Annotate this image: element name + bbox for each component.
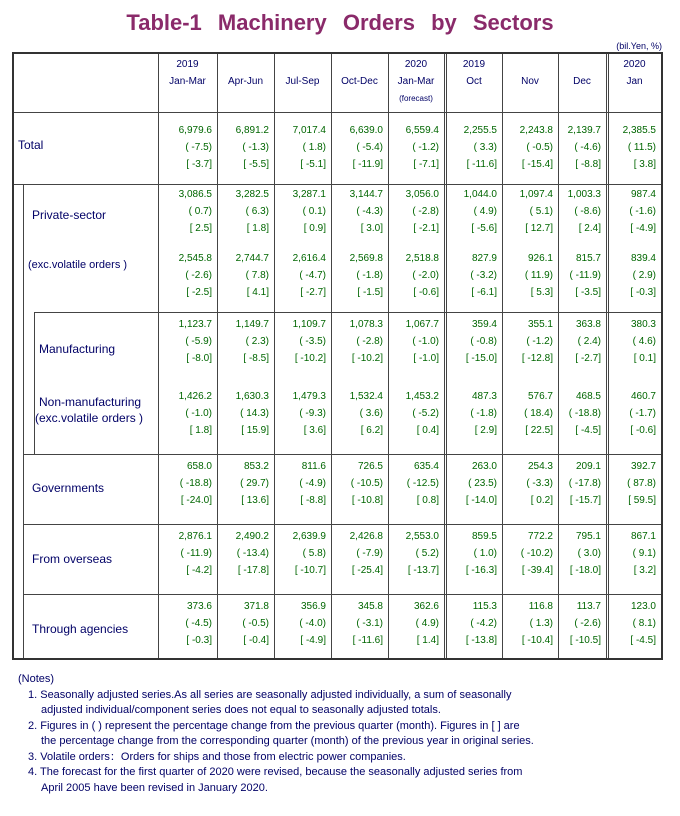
change-yoy-cell: [ 59.5] [628,495,656,506]
value-cell: 356.9 [300,601,326,612]
value-cell: 635.4 [413,461,439,472]
change-yoy-cell: [ -10.8] [351,495,383,506]
column-year: 2020 [404,59,428,70]
change-prev-cell: ( -1.6) [629,206,656,217]
change-prev-cell: ( -8.6) [574,206,601,217]
value-cell: 2,876.1 [178,531,212,542]
change-yoy-cell: [ -15.0] [465,353,497,364]
change-prev-cell: ( 4.9) [473,206,497,217]
change-yoy-cell: [ -8.8] [300,495,326,506]
value-cell: 345.8 [357,601,383,612]
change-yoy-cell: [ 2.4] [578,223,601,234]
change-yoy-cell: [ -24.0] [180,495,212,506]
row-divider-governments [24,454,661,455]
change-yoy-cell: [ 3.0] [360,223,383,234]
change-yoy-cell: [ -6.1] [471,287,497,298]
change-prev-cell: ( -1.2) [412,142,439,153]
change-prev-cell: ( 2.4) [577,336,601,347]
change-prev-cell: ( 6.3) [245,206,269,217]
change-prev-cell: ( 3.0) [577,548,601,559]
value-cell: 3,282.5 [235,189,269,200]
column-period: Nov [521,76,539,87]
change-prev-cell: ( 1.8) [302,142,326,153]
change-yoy-cell: [ 3.8] [633,159,656,170]
value-cell: 1,078.3 [349,319,383,330]
change-yoy-cell: [ 6.2] [360,425,383,436]
value-cell: 7,017.4 [292,125,326,136]
value-cell: 6,559.4 [405,125,439,136]
value-cell: 2,569.8 [349,253,383,264]
value-cell: 1,630.3 [235,391,269,402]
value-cell: 2,490.2 [235,531,269,542]
value-cell: 363.8 [575,319,601,330]
change-prev-cell: ( 18.4) [524,408,553,419]
change-prev-cell: ( 7.8) [245,270,269,281]
change-yoy-cell: [ 13.6] [241,495,269,506]
value-cell: 392.7 [630,461,656,472]
change-prev-cell: ( -4.5) [185,618,212,629]
change-prev-cell: ( -3.2) [470,270,497,281]
change-yoy-cell: [ -17.8] [237,565,269,576]
change-prev-cell: ( -1.8) [470,408,497,419]
value-cell: 827.9 [471,253,497,264]
change-yoy-cell: [ -14.0] [465,495,497,506]
value-cell: 359.4 [471,319,497,330]
value-cell: 123.0 [630,601,656,612]
column-period: Oct-Dec [341,76,378,87]
value-cell: 373.6 [186,601,212,612]
value-cell: 3,144.7 [349,189,383,200]
change-yoy-cell: [ -11.6] [466,159,497,170]
change-yoy-cell: [ -11.9] [352,159,383,170]
column-year: 2020 [623,59,646,70]
value-cell: 2,243.8 [519,125,553,136]
change-prev-cell: ( -1.0) [185,408,212,419]
change-prev-cell: ( 4.6) [632,336,656,347]
change-yoy-cell: [ -8.0] [186,353,212,364]
column-year: 2019 [462,59,486,70]
change-prev-cell: ( -1.8) [356,270,383,281]
change-prev-cell: ( -0.5) [526,142,553,153]
change-yoy-cell: [ -10.2] [351,353,383,364]
change-yoy-cell: [ -4.5] [630,635,656,646]
change-yoy-cell: [ -12.8] [521,353,553,364]
indent-line-1 [23,184,24,658]
change-prev-cell: ( 2.9) [632,270,656,281]
value-cell: 116.8 [528,601,553,612]
change-prev-cell: ( 29.7) [240,478,269,489]
change-yoy-cell: [ -2.5] [186,287,212,298]
change-yoy-cell: [ -10.7] [294,565,326,576]
row-label: Non-manufacturing [39,395,142,409]
change-yoy-cell: [ -3.7] [186,159,212,170]
value-cell: 115.3 [472,601,497,612]
change-yoy-cell: [ -16.3] [465,565,497,576]
change-yoy-cell: [ 1.8] [189,425,212,436]
column-period: Jan-Mar [397,76,435,87]
row-label: Private-sector [32,208,107,222]
value-cell: 726.5 [357,461,383,472]
change-yoy-cell: [ -7.1] [413,159,439,170]
change-yoy-cell: [ -2.7] [300,287,326,298]
row-label: From overseas [32,552,113,566]
change-prev-cell: ( 23.5) [468,478,497,489]
change-yoy-cell: [ -5.5] [243,159,269,170]
unit-label: (bil.Yen, %) [616,41,662,51]
change-yoy-cell: [ -10.4] [521,635,553,646]
change-yoy-cell: [ -0.6] [413,287,439,298]
indent-line-2 [34,312,35,454]
value-cell: 795.1 [575,531,601,542]
change-prev-cell: ( -3.5) [299,336,326,347]
value-cell: 2,255.5 [463,125,497,136]
change-yoy-cell: [ -2.1] [413,223,439,234]
change-prev-cell: ( 2.3) [245,336,269,347]
change-yoy-cell: [ -8.5] [243,353,269,364]
change-prev-cell: ( 4.9) [415,618,439,629]
change-prev-cell: ( -11.9) [569,270,601,281]
change-yoy-cell: [ -4.9] [300,635,326,646]
row-label: Governments [32,481,105,495]
note-4-line-1: 4. The forecast for the first quarter of 2020 were revised, because the seasonally adjusted series from [28,766,523,778]
change-prev-cell: ( -2.8) [412,206,439,217]
orders-table [12,52,663,660]
column-period: Dec [573,76,591,87]
change-yoy-cell: [ -1.0] [413,353,439,364]
change-yoy-cell: [ 0.1] [633,353,656,364]
change-yoy-cell: [ -15.4] [521,159,553,170]
value-cell: 362.6 [413,601,439,612]
change-prev-cell: ( -3.3) [526,478,553,489]
change-yoy-cell: [ -18.0] [569,565,601,576]
change-yoy-cell: [ 0.8] [416,495,439,506]
change-yoy-cell: [ -0.3] [186,635,212,646]
change-prev-cell: ( 11.9) [524,270,553,281]
note-1-line-2: adjusted individual/component series does not equal to seasonally adjusted totals. [41,704,441,716]
change-yoy-cell: [ 2.9] [474,425,497,436]
value-cell: 6,979.6 [178,125,212,136]
note-3: 3. Volatile orders：Orders for ships and those from electric power companies. [28,750,406,763]
change-prev-cell: ( -4.9) [299,478,326,489]
change-yoy-cell: [ 4.1] [246,287,269,298]
change-prev-cell: ( -9.3) [299,408,326,419]
change-yoy-cell: [ 1.4] [416,635,439,646]
change-prev-cell: ( 9.1) [632,548,656,559]
value-cell: 1,532.4 [349,391,383,402]
change-prev-cell: ( -4.7) [299,270,326,281]
change-yoy-cell: [ -4.5] [575,425,601,436]
change-yoy-cell: [ 15.9] [241,425,269,436]
value-cell: 380.3 [630,319,656,330]
change-prev-cell: ( -2.8) [356,336,383,347]
change-prev-cell: ( -10.5) [350,478,383,489]
value-cell: 2,616.4 [292,253,326,264]
value-cell: 1,097.4 [519,189,553,200]
value-cell: 987.4 [630,189,656,200]
row-divider-overseas [24,524,661,525]
change-yoy-cell: [ -10.5] [569,635,601,646]
change-yoy-cell: [ -0.3] [630,287,656,298]
value-cell: 867.1 [630,531,656,542]
change-prev-cell: ( -4.2) [470,618,497,629]
row-label-sub: (exc.volatile orders ) [35,411,144,425]
change-yoy-cell: [ 0.4] [416,425,439,436]
note-2-line-2: the percentage change from the corresponding quarter (month) of the previous year in original series. [41,735,534,747]
change-yoy-cell: [ 0.2] [530,495,553,506]
change-yoy-cell: [ -0.6] [630,425,656,436]
change-prev-cell: ( 3.3) [473,142,497,153]
value-cell: 2,426.8 [349,531,383,542]
change-yoy-cell: [ -10.2] [294,353,326,364]
change-yoy-cell: [ -13.7] [407,565,439,576]
change-prev-cell: ( -4.0) [299,618,326,629]
change-prev-cell: ( -7.5) [185,142,212,153]
change-prev-cell: ( 3.6) [359,408,383,419]
value-cell: 1,109.7 [292,319,326,330]
value-cell: 815.7 [575,253,601,264]
value-cell: 2,139.7 [567,125,601,136]
column-period: Jan-Mar [169,76,206,87]
value-cell: 113.7 [576,601,601,612]
change-prev-cell: ( -5.2) [412,408,439,419]
change-prev-cell: ( -12.5) [406,478,439,489]
row-divider-manufacturing [34,312,661,313]
value-cell: 371.8 [243,601,269,612]
change-yoy-cell: [ -15.7] [569,495,601,506]
change-prev-cell: ( 5.1) [529,206,553,217]
change-yoy-cell: [ 2.5] [189,223,212,234]
value-cell: 6,639.0 [349,125,383,136]
change-prev-cell: ( -18.8) [568,408,601,419]
change-yoy-cell: [ 22.5] [525,425,553,436]
change-prev-cell: ( -17.8) [568,478,601,489]
change-prev-cell: ( -5.4) [356,142,383,153]
value-cell: 1,149.7 [235,319,269,330]
column-note: (forecast) [399,94,433,103]
change-prev-cell: ( 1.3) [529,618,553,629]
change-yoy-cell: [ -4.2] [186,565,212,576]
change-yoy-cell: [ 1.8] [246,223,269,234]
notes-heading: (Notes) [18,673,55,685]
value-cell: 254.3 [527,461,553,472]
column-year: 2019 [176,59,199,70]
change-yoy-cell: [ -13.8] [465,635,497,646]
row-label: (exc.volatile orders ) [28,259,128,271]
value-cell: 853.2 [243,461,269,472]
change-prev-cell: ( -5.9) [185,336,212,347]
value-cell: 3,056.0 [405,189,439,200]
change-yoy-cell: [ -8.8] [575,159,601,170]
change-yoy-cell: [ 0.9] [303,223,326,234]
row-label: Total [18,138,44,152]
change-prev-cell: ( -18.8) [179,478,212,489]
row-divider-agencies [24,594,661,595]
change-prev-cell: ( 5.2) [415,548,439,559]
value-cell: 468.5 [575,391,601,402]
change-prev-cell: ( 0.7) [188,206,212,217]
change-prev-cell: ( 11.5) [627,142,656,153]
value-cell: 263.0 [471,461,497,472]
value-cell: 1,479.3 [292,391,326,402]
change-yoy-cell: [ -5.1] [300,159,326,170]
column-period: Jan [626,76,643,87]
header-divider [14,112,661,113]
value-cell: 1,003.3 [567,189,601,200]
value-cell: 772.2 [527,531,553,542]
value-cell: 576.7 [527,391,553,402]
change-yoy-cell: [ -1.5] [357,287,383,298]
change-prev-cell: ( 0.1) [302,206,326,217]
value-cell: 3,086.5 [178,189,212,200]
change-prev-cell: ( 1.0) [473,548,497,559]
column-period: Jul-Sep [285,76,320,87]
value-cell: 6,891.2 [235,125,269,136]
change-prev-cell: ( 8.1) [632,618,656,629]
change-prev-cell: ( -11.9) [180,548,212,559]
value-cell: 2,518.8 [405,253,439,264]
page-title: Table-1 Machinery Orders by Sectors [126,10,554,35]
change-yoy-cell: [ -11.6] [352,635,383,646]
value-cell: 859.5 [471,531,497,542]
value-cell: 2,545.8 [178,253,212,264]
value-cell: 209.1 [575,461,601,472]
change-yoy-cell: [ -5.6] [471,223,497,234]
change-prev-cell: ( -13.4) [236,548,269,559]
change-prev-cell: ( 14.3) [240,408,269,419]
change-prev-cell: ( -4.6) [574,142,601,153]
change-prev-cell: ( 87.8) [627,478,656,489]
value-cell: 926.1 [527,253,553,264]
change-yoy-cell: [ -25.4] [351,565,383,576]
change-prev-cell: ( -0.5) [242,618,269,629]
value-cell: 355.1 [527,319,553,330]
value-cell: 1,426.2 [178,391,212,402]
value-cell: 1,123.7 [178,319,212,330]
value-cell: 811.6 [301,461,326,472]
value-cell: 3,287.1 [292,189,326,200]
value-cell: 487.3 [471,391,497,402]
change-prev-cell: ( -2.6) [185,270,212,281]
change-prev-cell: ( -7.9) [356,548,383,559]
change-prev-cell: ( -1.0) [412,336,439,347]
value-cell: 1,044.0 [463,189,497,200]
change-prev-cell: ( -1.7) [629,408,656,419]
value-cell: 839.4 [630,253,656,264]
note-1-line-1: 1. Seasonally adjusted series.As all series are seasonally adjusted individually, a sum of seasonally [28,688,512,701]
change-prev-cell: ( 5.8) [302,548,326,559]
value-cell: 460.7 [630,391,656,402]
value-cell: 2,385.5 [622,125,656,136]
change-prev-cell: ( -2.0) [412,270,439,281]
change-yoy-cell: [ -2.7] [575,353,601,364]
change-prev-cell: ( -4.3) [356,206,383,217]
notes-section [18,672,668,796]
note-4-line-2: April 2005 have been revised in January 2020. [41,781,268,794]
change-yoy-cell: [ -3.5] [575,287,601,298]
value-cell: 2,639.9 [292,531,326,542]
value-cell: 1,453.2 [405,391,439,402]
change-prev-cell: ( -2.6) [574,618,601,629]
change-yoy-cell: [ 3.6] [303,425,326,436]
change-yoy-cell: [ -4.9] [630,223,656,234]
value-cell: 2,553.0 [405,531,439,542]
value-cell: 1,067.7 [405,319,439,330]
change-yoy-cell: [ 12.7] [525,223,553,234]
change-yoy-cell: [ -39.4] [521,565,553,576]
change-yoy-cell: [ 5.3] [530,287,553,298]
change-yoy-cell: [ -0.4] [243,635,269,646]
row-label: Manufacturing [39,342,116,356]
column-period: Apr-Jun [227,76,263,87]
column-period: Oct [466,76,482,87]
row-divider-total [14,184,661,185]
change-prev-cell: ( -1.2) [526,336,553,347]
change-prev-cell: ( -3.1) [356,618,383,629]
change-prev-cell: ( -1.3) [242,142,269,153]
value-cell: 2,744.7 [235,253,269,264]
change-prev-cell: ( -10.2) [520,548,553,559]
change-prev-cell: ( -0.8) [470,336,497,347]
row-label: Through agencies [32,622,129,636]
value-cell: 658.0 [186,461,212,472]
change-yoy-cell: [ 3.2] [633,565,656,576]
note-2-line-1: 2. Figures in ( ) represent the percentage change from the previous quarter (month). Figures in [ ] are [28,719,520,732]
